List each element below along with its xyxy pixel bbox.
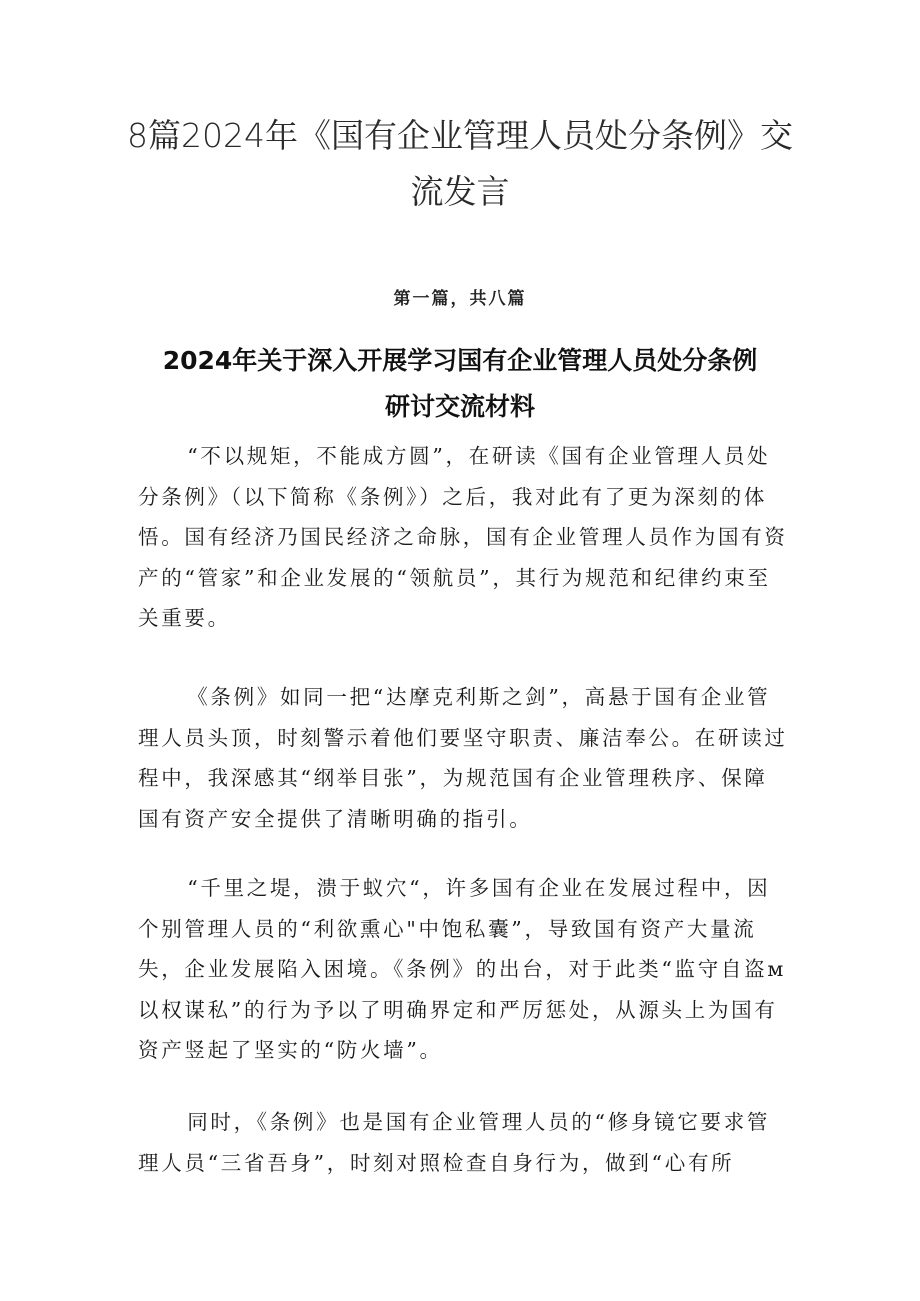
body-paragraph: “不以规矩，不能成方圆”，在研读《国有企业管理人员处分条例》（以下简称《条例》）之后，我对此有了更为深刻的体悟。国有经济乃国民经济之命脉，国有企业管理人员作为国有资产的“管家”和企业发展的“领航员”，其行为规范和纪律约束至关重要。 (138, 444, 788, 630)
document-title: 8篇2024年《国有企业管理人员处分条例》交流发言 (127, 116, 793, 211)
article-title: 2024年关于深入开展学习国有企业管理人员处分条例研讨交流材料 (162, 346, 758, 421)
body-paragraph: 《条例》如同一把“达摩克利斯之剑”，高悬于国有企业管理人员头顶，时刻警示着他们要坚守职责、廉洁奉公。在研读过程中，我深感其“纲举目张”，为规范国有企业管理秩序、保障国有资产安全提供了清晰明确的指引。 (138, 685, 788, 831)
body-paragraph: 同时，《条例》也是国有企业管理人员的“修身镜它要求管理人员“三省吾身”，时刻对照检查自身行为，做到“心有所 (138, 1110, 771, 1175)
section-label: 第一篇，共八篇 (393, 289, 527, 309)
body-paragraph: “千里之堤，溃于蚁穴“，许多国有企业在发展过程中，因个别管理人员的“利欲熏心"中饱私囊”，导致国有资产大量流失，企业发展陷入困境。《条例》的出台，对于此类“监守自盗м以权谋私”的行为予以了明确界定和严厉惩处，从源头上为国有资产竖起了坚实的“防火墙”。 (138, 876, 786, 1062)
